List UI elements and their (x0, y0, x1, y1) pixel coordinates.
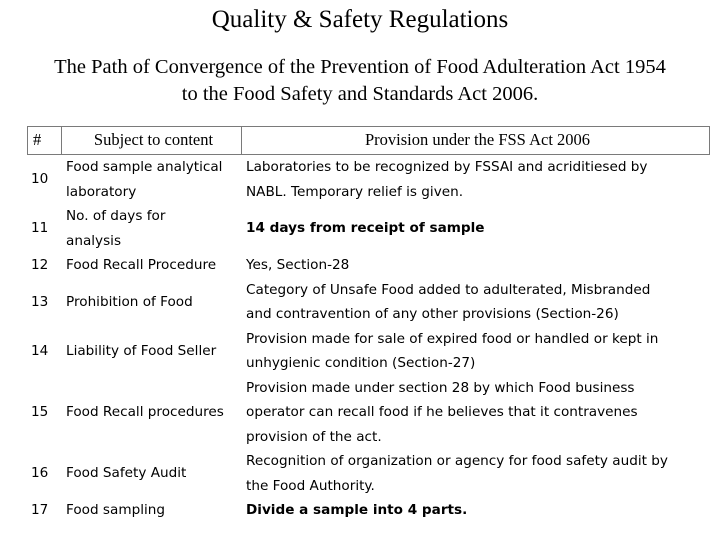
provision-line: Provision made under section 28 by which Food business (246, 379, 635, 396)
provision-line: operator can recall food if he believes that it contravenes (246, 404, 638, 420)
row-provision (242, 278, 710, 327)
table-row (27, 278, 710, 327)
row-provision (242, 155, 710, 205)
subject-line: Food Safety Audit (66, 465, 187, 482)
provision-line: unhygienic condition (Section-27) (246, 355, 476, 371)
row-number: 12 (31, 257, 49, 273)
subtitle-line: The Path of Convergence of the Prevention of Food Adulteration Act 1954 (54, 56, 666, 78)
row-number: 14 (31, 342, 49, 359)
table-header-row (27, 127, 710, 155)
provision-line: Provision made for sale of expired food or handled or kept in (246, 330, 659, 347)
table-row (27, 327, 710, 376)
table-row (27, 449, 710, 498)
row-number: 11 (31, 220, 49, 237)
subject-line: laboratory (66, 183, 137, 200)
subject-line: No. of days for (66, 208, 166, 224)
subtitle-line: to the Food Safety and Standards Act 2006. (181, 83, 539, 105)
row-number: 17 (31, 502, 49, 518)
provision-line: Category of Unsafe Food added to adulterated, Misbranded (246, 281, 651, 298)
regulations-table (27, 127, 710, 523)
row-provision (242, 376, 710, 450)
provision-line: and contravention of any other provisions (Section-26) (246, 306, 619, 322)
header-subject: Subject to content (62, 127, 242, 155)
row-number: 15 (31, 404, 49, 420)
subject-line: Food Recall Procedure (66, 257, 217, 273)
row-provision (242, 449, 710, 498)
subject-line: Food Recall procedures (66, 404, 224, 420)
table-row (27, 253, 710, 278)
subject-line: Food sample analytical (66, 159, 223, 175)
header-number: # (27, 127, 62, 155)
subject-line: analysis (66, 232, 122, 249)
table-row (27, 155, 710, 205)
table-body (27, 155, 710, 523)
header-provision: Provision under the FSS Act 2006 (242, 127, 710, 155)
provision-line: 14 days from receipt of sample (246, 220, 485, 237)
provision-line: Yes, Section-28 (246, 257, 350, 273)
subject-line: Liability of Food Seller (66, 342, 217, 359)
row-provision (242, 327, 710, 376)
page-title: Quality & Safety Regulations (211, 6, 509, 33)
row-subject (62, 376, 242, 450)
page-subtitle (0, 54, 720, 108)
subject-line: Food sampling (66, 502, 165, 518)
provision-line: Laboratories to be recognized by FSSAI and acriditiesed by (246, 159, 648, 175)
row-number: 10 (31, 171, 49, 188)
provision-line: Divide a sample into 4 parts. (246, 502, 468, 518)
row-provision (242, 204, 710, 253)
table-row (27, 376, 710, 450)
provision-line: Recognition of organization or agency for food safety audit by (246, 453, 668, 469)
row-number: 16 (31, 465, 49, 482)
provision-line: provision of the act. (246, 428, 382, 445)
row-subject (62, 498, 242, 523)
table-row (27, 498, 710, 523)
row-subject (62, 204, 242, 253)
row-subject (62, 278, 242, 327)
row-subject (62, 253, 242, 278)
row-provision (242, 253, 710, 278)
row-subject (62, 449, 242, 498)
row-subject (62, 155, 242, 205)
subject-line: Prohibition of Food (66, 293, 193, 310)
row-number: 13 (31, 293, 49, 310)
row-provision (242, 498, 710, 523)
provision-line: NABL. Temporary relief is given. (246, 183, 464, 200)
provision-line: the Food Authority. (246, 477, 375, 494)
table-row (27, 204, 710, 253)
row-subject (62, 327, 242, 376)
